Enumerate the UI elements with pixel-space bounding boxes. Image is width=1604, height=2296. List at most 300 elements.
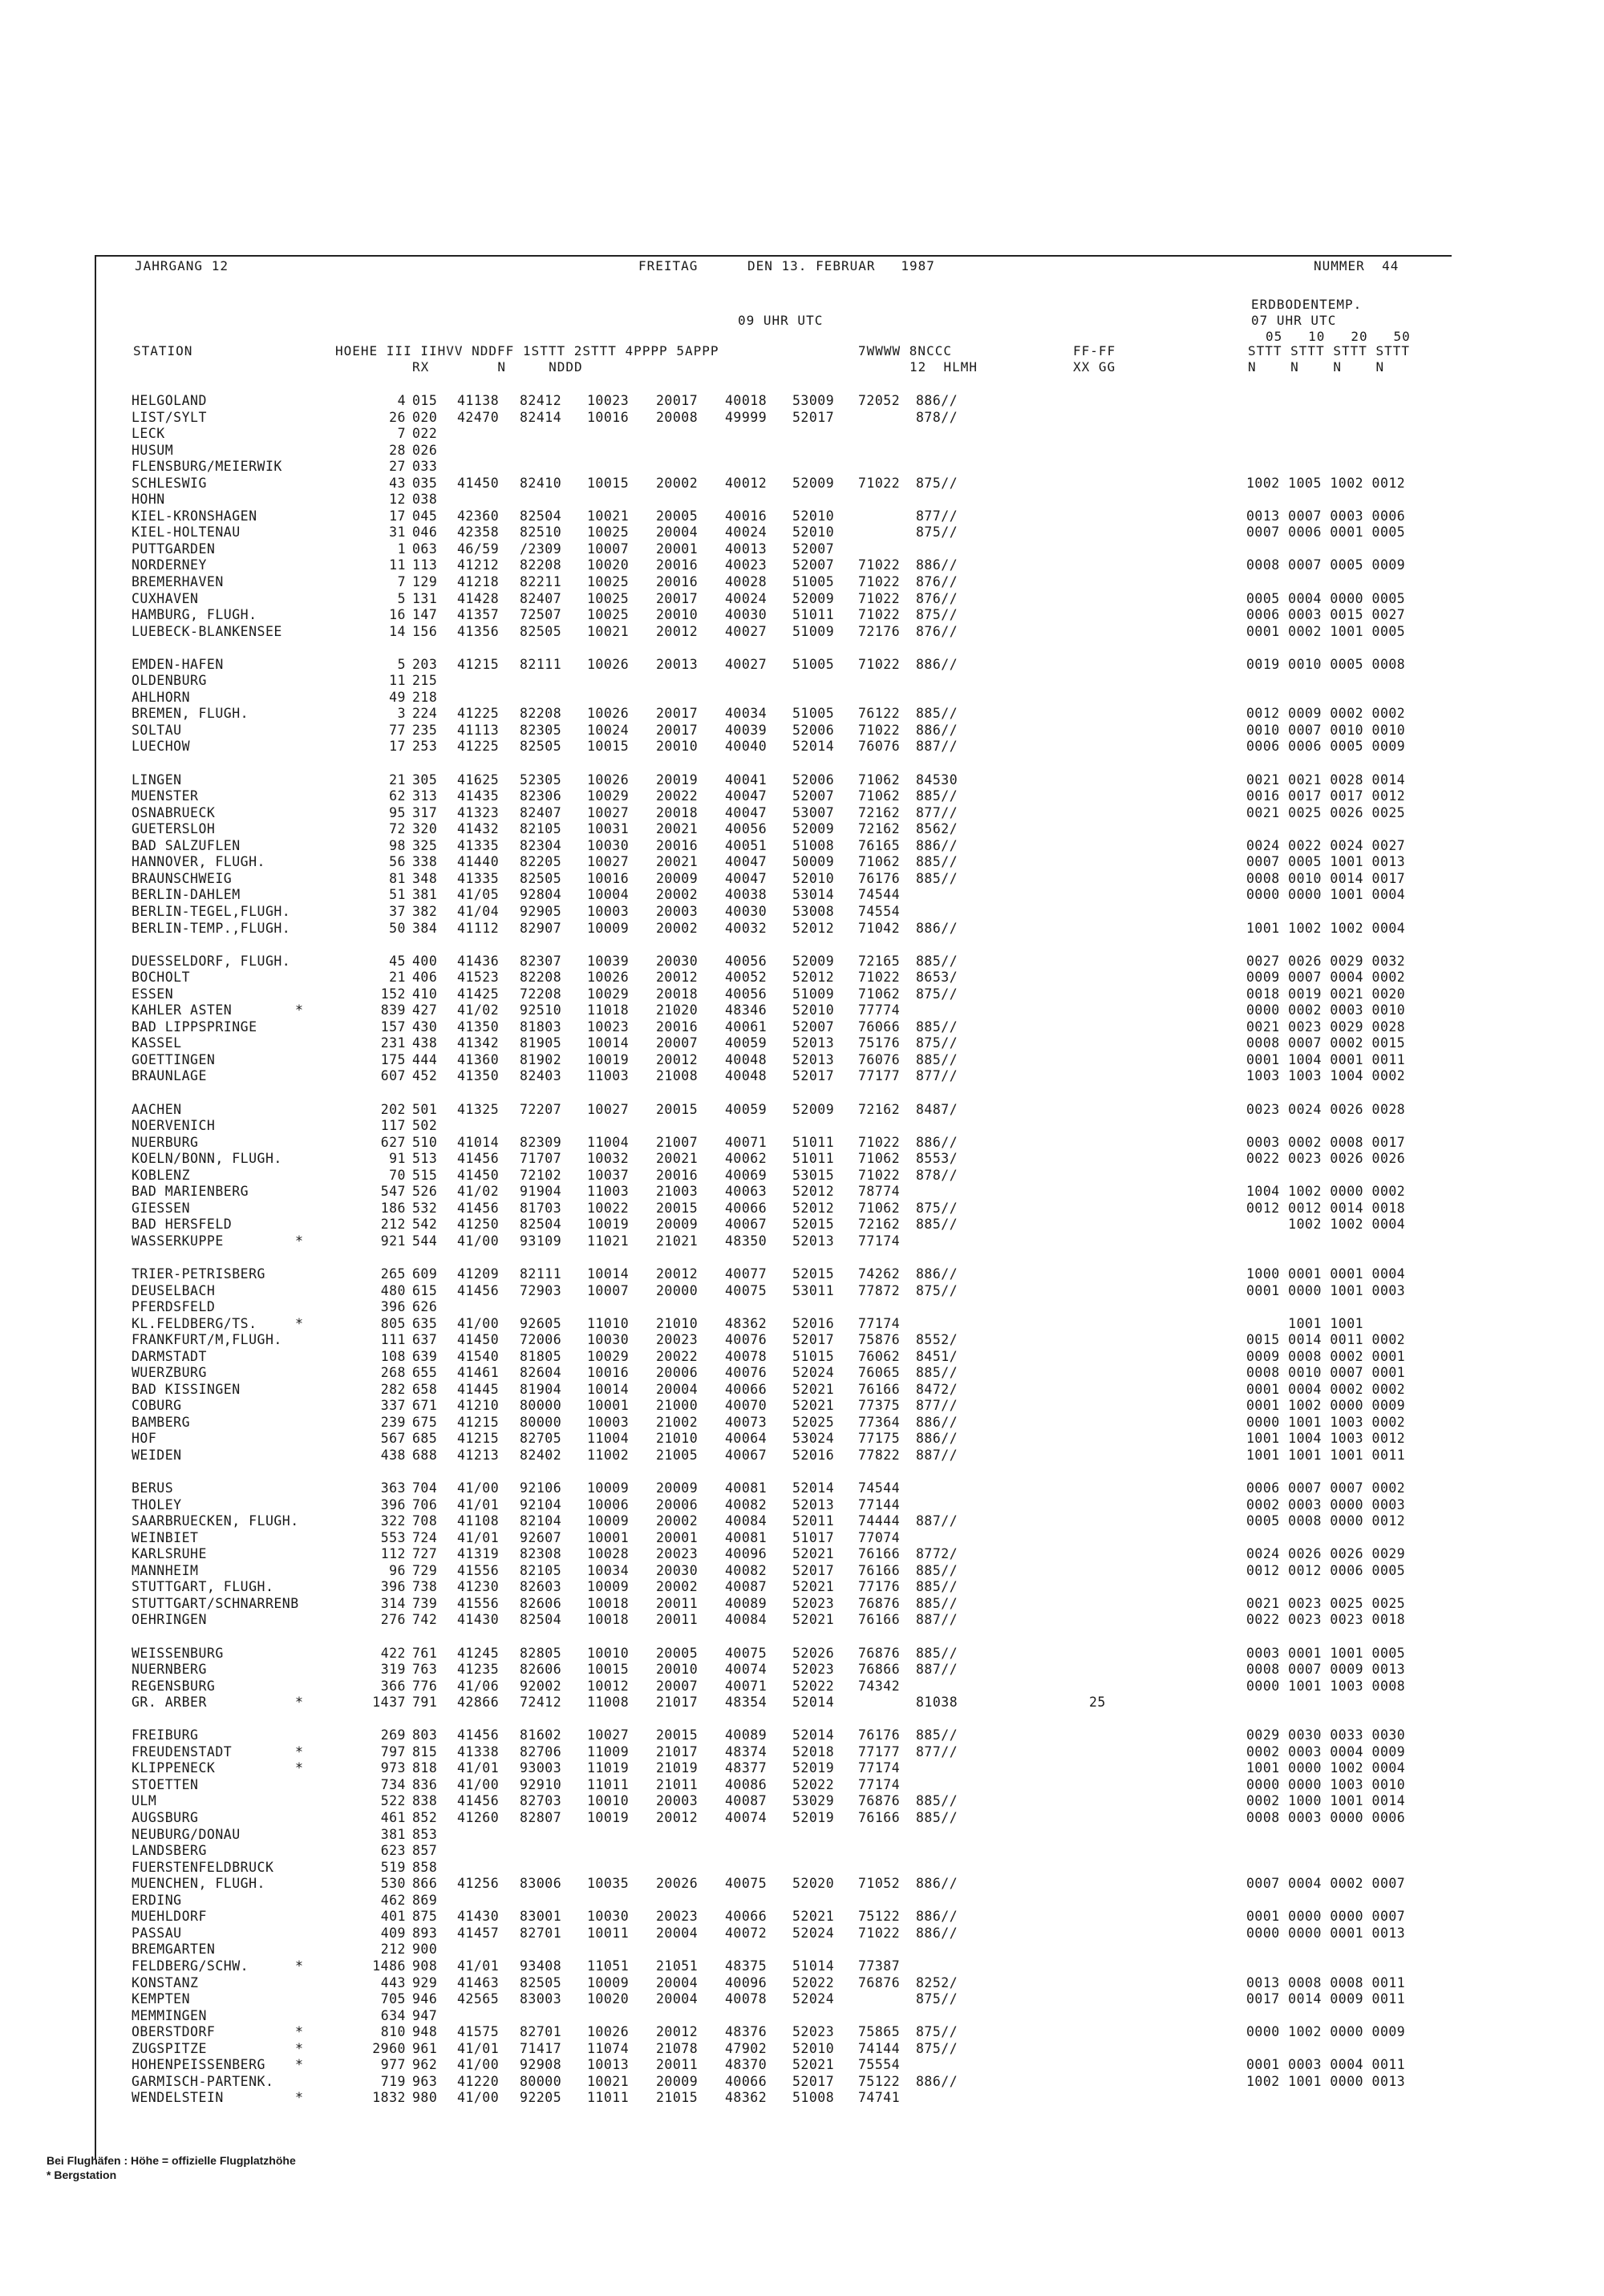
station-name: HELGOLAND [132,393,207,408]
group-separator [95,1711,1458,1728]
station-height: 21 [389,970,406,986]
group-4pppp: 40073 [725,1414,768,1430]
station-height: 396 [380,1299,406,1315]
soil-temperatures: 1001 1001 [1246,1315,1364,1331]
station-height: 43 [389,475,406,491]
group-2sttt: 21002 [656,1414,699,1430]
group-4pppp: 40067 [725,1217,768,1233]
group-2sttt: 20021 [656,854,699,870]
soil-temperatures: 0008 0007 0009 0013 [1246,1662,1406,1678]
group-4pppp: 40041 [725,771,768,788]
soil-temperatures: 1003 1003 1004 0002 [1246,1068,1406,1084]
station-height: 11 [389,557,406,573]
group-5appp: 51014 [792,1958,835,1974]
group-7wwww: 77074 [858,1529,901,1545]
group-1sttt: 11002 [587,1448,630,1463]
group-5appp: 52016 [792,1315,835,1331]
group-2sttt: 20018 [656,804,699,820]
station-height: 152 [380,986,406,1002]
station-index: 929 [412,1974,438,1990]
station-height: 1 [397,541,406,557]
group-4pppp: 40059 [725,1035,768,1051]
table-row [95,821,1458,838]
group-8nccc: 886// [916,656,958,672]
group-iihvv: 41323 [457,804,500,820]
group-nddff: 92910 [520,1776,562,1792]
table-row [95,1217,1458,1233]
station-height: 12 [389,492,406,508]
group-4pppp: 40076 [725,1332,768,1348]
station-name: GR. ARBER [132,1695,207,1711]
group-nddff: 82505 [520,623,562,639]
group-7wwww: 74444 [858,1513,901,1529]
group-5appp: 52025 [792,1414,835,1430]
table-row [95,723,1458,739]
group-7wwww: 71022 [858,722,901,738]
station-height: 734 [380,1776,406,1792]
group-8nccc: 886// [916,1414,958,1430]
group-2sttt: 20005 [656,1645,699,1661]
table-row [95,788,1458,805]
table-row [95,690,1458,707]
table-row [95,574,1458,591]
station-height: 547 [380,1184,406,1200]
group-4pppp: 40063 [725,1184,768,1200]
station-index: 022 [412,426,438,442]
soil-temperatures: 1001 1001 1001 0011 [1246,1448,1406,1463]
group-5appp: 51011 [792,1134,835,1150]
col-station: STATION [133,343,193,358]
soil-temperatures: 0017 0014 0009 0011 [1246,1991,1406,2007]
table-row [95,476,1458,492]
group-8nccc: 885// [916,1018,958,1035]
group-5appp: 52009 [792,821,835,837]
soil-temperatures: 0006 0003 0015 0027 [1246,607,1406,623]
group-1sttt: 11021 [587,1233,630,1249]
group-7wwww: 74544 [858,887,901,903]
station-name: KARLSRUHE [132,1546,207,1562]
soil-temperatures: 0000 0000 1003 0010 [1246,1776,1406,1792]
group-5appp: 52023 [792,1662,835,1678]
station-height: 839 [380,1002,406,1018]
group-iihvv: 41435 [457,788,500,804]
table-row [95,2024,1458,2041]
group-nddff: 82111 [520,1265,562,1282]
station-height: 7 [397,574,406,590]
group-iihvv: 41425 [457,986,500,1002]
group-5appp: 51008 [792,2090,835,2106]
group-2sttt: 21020 [656,1002,699,1018]
group-5appp: 52010 [792,524,835,541]
station-name: HOHN [132,492,165,508]
mountain-marker: * [295,1743,304,1759]
station-index: 708 [412,1513,438,1529]
table-row [95,1563,1458,1580]
soil-temperatures: 1001 1004 1003 0012 [1246,1431,1406,1447]
group-nddff: 83003 [520,1991,562,2007]
group-nddff: 92605 [520,1315,562,1331]
station-index: 980 [412,2090,438,2106]
group-2sttt: 20002 [656,1579,699,1595]
station-index: 875 [412,1909,438,1925]
station-index: 542 [412,1217,438,1233]
group-7wwww: 72162 [858,804,901,820]
station-height: 17 [389,508,406,524]
group-8nccc: 887// [916,1662,958,1678]
group-8nccc: 877// [916,1398,958,1414]
group-iihvv: 41250 [457,1217,500,1233]
group-2sttt: 20010 [656,739,699,755]
group-iihvv: 41260 [457,1810,500,1826]
group-7wwww: 72176 [858,623,901,639]
station-name: WEISSENBURG [132,1645,224,1661]
group-4pppp: 48370 [725,2057,768,2073]
group-2sttt: 20017 [656,706,699,722]
group-8nccc: 876// [916,590,958,606]
group-nddff: 82105 [520,1562,562,1578]
station-index: 015 [412,393,438,408]
station-height: 108 [380,1348,406,1364]
table-row [95,1662,1458,1678]
group-7wwww: 71022 [858,574,901,590]
group-8nccc: 886// [916,2073,958,2089]
group-8nccc: 878// [916,409,958,425]
station-index: 900 [412,1942,438,1958]
group-8nccc: 885// [916,1793,958,1809]
group-nddff: 82402 [520,1448,562,1463]
group-7wwww: 74342 [858,1678,901,1694]
group-1sttt: 10024 [587,722,630,738]
station-name: MUEHLDORF [132,1909,207,1925]
station-name: NOERVENICH [132,1118,216,1134]
station-index: 947 [412,2007,438,2023]
group-iihvv: 41256 [457,1876,500,1892]
group-iihvv: 42360 [457,508,500,524]
group-5appp: 51009 [792,986,835,1002]
group-7wwww: 77174 [858,1315,901,1331]
group-nddff: 82701 [520,2024,562,2040]
group-7wwww: 77174 [858,1760,901,1776]
group-1sttt: 10009 [587,1513,630,1529]
group-1sttt: 10023 [587,1018,630,1035]
group-5appp: 52022 [792,1776,835,1792]
group-nddff: 72207 [520,1101,562,1117]
group-1sttt: 10021 [587,623,630,639]
group-iihvv: 41245 [457,1645,500,1661]
station-index: 961 [412,2040,438,2056]
erdboden-depths: 05 10 20 50 [1266,329,1411,344]
table-row [95,1678,1458,1695]
group-nddff: 82105 [520,821,562,837]
group-2sttt: 20012 [656,1051,699,1067]
station-index: 742 [412,1612,438,1628]
mountain-marker: * [295,1002,304,1018]
station-name: NEUBURG/DONAU [132,1826,241,1842]
station-index: 727 [412,1546,438,1562]
station-name: LANDSBERG [132,1843,207,1859]
station-height: 111 [380,1332,406,1348]
group-1sttt: 10001 [587,1398,630,1414]
group-nddff: 83001 [520,1909,562,1925]
group-1sttt: 10031 [587,821,630,837]
station-index: 515 [412,1167,438,1183]
station-name: BERLIN-TEGEL,FLUGH. [132,903,291,919]
station-index: 218 [412,689,438,705]
station-index: 838 [412,1793,438,1809]
table-row [95,459,1458,476]
station-height: 91 [389,1151,406,1167]
soil-temperatures: 0010 0007 0010 0010 [1246,722,1406,738]
group-iihvv: 41319 [457,1546,500,1562]
group-2sttt: 20009 [656,1480,699,1496]
group-4pppp: 40047 [725,854,768,870]
group-5appp: 52017 [792,1068,835,1084]
group-2sttt: 20016 [656,837,699,853]
group-8nccc: 885// [916,1365,958,1381]
group-7wwww: 72165 [858,953,901,969]
station-height: 157 [380,1018,406,1035]
group-8nccc: 875// [916,524,958,541]
group-nddff: 72208 [520,986,562,1002]
group-7wwww: 75865 [858,2024,901,2040]
station-height: 175 [380,1051,406,1067]
group-7wwww: 77176 [858,1579,901,1595]
group-nddff: 81905 [520,1035,562,1051]
group-7wwww: 74544 [858,1480,901,1496]
group-7wwww: 71062 [858,986,901,1002]
group-1sttt: 10025 [587,524,630,541]
group-2sttt: 21015 [656,2090,699,2106]
group-1sttt: 11010 [587,1315,630,1331]
group-5appp: 52012 [792,1184,835,1200]
group-4pppp: 40016 [725,508,768,524]
group-5appp: 53014 [792,887,835,903]
group-5appp: 52007 [792,557,835,573]
group-nddff: 82407 [520,590,562,606]
group-2sttt: 20017 [656,393,699,408]
group-nddff: 82504 [520,1612,562,1628]
station-index: 637 [412,1332,438,1348]
station-name: PASSAU [132,1925,182,1941]
group-5appp: 52024 [792,1365,835,1381]
mountain-marker: * [295,2090,304,2106]
group-5appp: 51009 [792,623,835,639]
group-4pppp: 40066 [725,1909,768,1925]
station-name: BREMEN, FLUGH. [132,706,249,722]
group-5appp: 52006 [792,722,835,738]
group-nddff: 82412 [520,393,562,408]
station-index: 532 [412,1200,438,1216]
group-2sttt: 21003 [656,1184,699,1200]
station-index: 761 [412,1645,438,1661]
group-iihvv: 41356 [457,623,500,639]
group-5appp: 52021 [792,1909,835,1925]
station-index: 609 [412,1265,438,1282]
group-2sttt: 20016 [656,557,699,573]
group-5appp: 52009 [792,1101,835,1117]
station-index: 739 [412,1595,438,1611]
group-5appp: 51008 [792,837,835,853]
mountain-marker: * [295,1233,304,1249]
station-height: 810 [380,2024,406,2040]
group-iihvv: 41523 [457,970,500,986]
group-8nccc: 84530 [916,771,958,788]
group-7wwww: 78774 [858,1184,901,1200]
station-height: 70 [389,1167,406,1183]
station-index: 836 [412,1776,438,1792]
group-iihvv: 41218 [457,574,500,590]
group-nddff: 93109 [520,1233,562,1249]
group-4pppp: 40089 [725,1595,768,1611]
group-2sttt: 20003 [656,903,699,919]
table-row [95,2008,1458,2025]
mountain-marker: * [295,1958,304,1974]
group-1sttt: 10026 [587,656,630,672]
group-4pppp: 40062 [725,1151,768,1167]
group-iihvv: 41215 [457,656,500,672]
group-1sttt: 10009 [587,1974,630,1990]
station-index: 045 [412,508,438,524]
group-5appp: 52019 [792,1810,835,1826]
group-4pppp: 40056 [725,953,768,969]
group-iihvv: 41/02 [457,1184,500,1200]
group-1sttt: 10026 [587,2024,630,2040]
station-index: 853 [412,1826,438,1842]
group-8nccc: 886// [916,920,958,936]
station-name: WUERZBURG [132,1365,207,1381]
station-name: WEIDEN [132,1448,182,1463]
group-1sttt: 10029 [587,788,630,804]
group-4pppp: 40087 [725,1579,768,1595]
group-nddff: 82104 [520,1513,562,1529]
station-height: 231 [380,1035,406,1051]
table-row [95,1810,1458,1827]
group-1sttt: 10022 [587,1200,630,1216]
group-2sttt: 21017 [656,1743,699,1759]
group-7wwww: 76076 [858,1051,901,1067]
group-iihvv: 41/05 [457,887,500,903]
station-index: 510 [412,1134,438,1150]
group-nddff: 82305 [520,722,562,738]
station-height: 977 [380,2057,406,2073]
station-name: HOF [132,1431,157,1447]
group-8nccc: 885// [916,1727,958,1743]
group-4pppp: 40012 [725,475,768,491]
soil-temperatures: 0009 0008 0002 0001 [1246,1348,1406,1364]
station-name: PFERDSFELD [132,1299,216,1315]
group-8nccc: 886// [916,557,958,573]
group-iihvv: 41432 [457,821,500,837]
table-row [95,1925,1458,1942]
station-name: DEUSELBACH [132,1282,216,1298]
station-height: 5 [397,590,406,606]
table-row [95,1876,1458,1893]
station-name: OEHRINGEN [132,1612,207,1628]
group-iihvv: 41436 [457,953,500,969]
station-height: 17 [389,739,406,755]
group-4pppp: 40082 [725,1496,768,1512]
group-5appp: 51005 [792,706,835,722]
station-index: 869 [412,1892,438,1908]
group-7wwww: 76176 [858,1727,901,1743]
soil-temperatures: 0006 0007 0007 0002 [1246,1480,1406,1496]
group-nddff: 80000 [520,1414,562,1430]
group-5appp: 50009 [792,854,835,870]
group-8nccc: 877// [916,508,958,524]
group-nddff: 92908 [520,2057,562,2073]
group-2sttt: 20011 [656,1612,699,1628]
station-name: DUESSELDORF, FLUGH. [132,953,291,969]
group-2sttt: 20019 [656,771,699,788]
soil-temperatures: 1001 1002 1002 0004 [1246,920,1406,936]
group-7wwww: 77177 [858,1743,901,1759]
station-index: 803 [412,1727,438,1743]
group-1sttt: 10039 [587,953,630,969]
group-4pppp: 40084 [725,1513,768,1529]
group-4pppp: 40078 [725,1348,768,1364]
station-height: 319 [380,1662,406,1678]
group-1sttt: 11018 [587,1002,630,1018]
station-name: FREUDENSTADT [132,1743,233,1759]
group-2sttt: 21019 [656,1760,699,1776]
group-5appp: 53011 [792,1282,835,1298]
group-4pppp: 40056 [725,986,768,1002]
table-row [95,1002,1458,1019]
group-iihvv: 41350 [457,1068,500,1084]
station-name: WASSERKUPPE [132,1233,224,1249]
station-index: 502 [412,1118,438,1134]
group-2sttt: 20004 [656,1381,699,1397]
group-7wwww: 76066 [858,1018,901,1035]
table-row [95,1744,1458,1761]
station-name: BAD MARIENBERG [132,1184,249,1200]
group-nddff: 71417 [520,2040,562,2056]
station-name: BERLIN-TEMP.,FLUGH. [132,920,291,936]
group-2sttt: 20004 [656,1974,699,1990]
station-height: 265 [380,1265,406,1282]
group-2sttt: 20010 [656,1662,699,1678]
group-2sttt: 21008 [656,1068,699,1084]
group-iihvv: 41215 [457,1431,500,1447]
group-nddff: 82211 [520,574,562,590]
group-5appp: 52013 [792,1233,835,1249]
table-row [95,541,1458,558]
group-2sttt: 20022 [656,1348,699,1364]
table-row [95,607,1458,624]
group-7wwww: 76166 [858,1562,901,1578]
station-height: 3 [397,706,406,722]
group-5appp: 52017 [792,1562,835,1578]
group-8nccc: 885// [916,1562,958,1578]
station-height: 21 [389,771,406,788]
group-8nccc: 885// [916,953,958,969]
group-5appp: 52018 [792,1743,835,1759]
soil-temperatures: 0029 0030 0033 0030 [1246,1727,1406,1743]
station-index: 427 [412,1002,438,1018]
group-2sttt: 20023 [656,1546,699,1562]
group-iihvv: 41360 [457,1051,500,1067]
group-7wwww: 71022 [858,607,901,623]
group-1sttt: 10032 [587,1151,630,1167]
table-row [95,1612,1458,1629]
group-7wwww: 75122 [858,1909,901,1925]
station-name: WENDELSTEIN [132,2090,224,2106]
station-height: 81 [389,870,406,886]
station-index: 544 [412,1233,438,1249]
group-7wwww: 77387 [858,1958,901,1974]
soil-temperatures: 0023 0024 0026 0028 [1246,1101,1406,1117]
group-7wwww: 77144 [858,1496,901,1512]
